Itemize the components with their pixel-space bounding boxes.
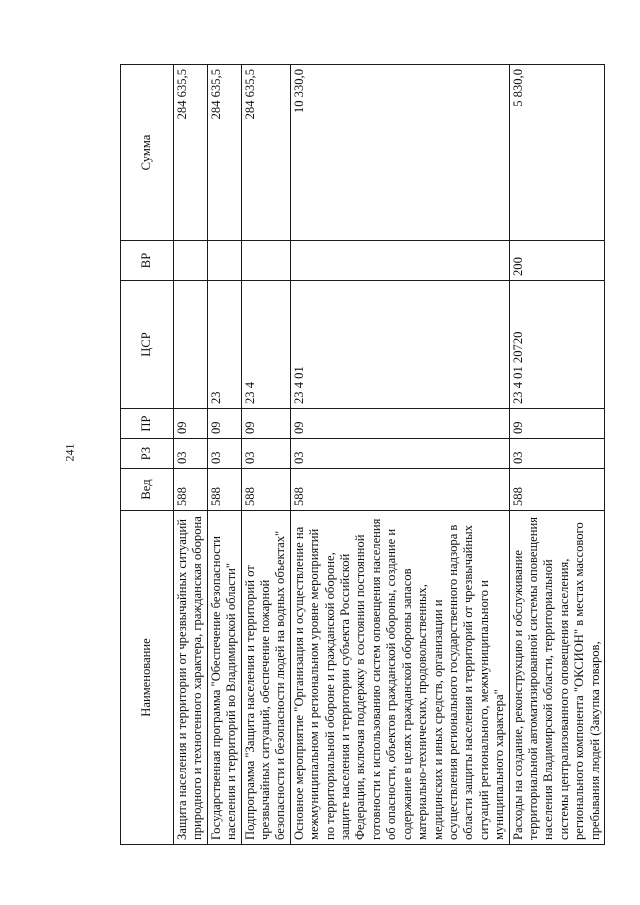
table-row: [207, 65, 241, 845]
cell-rz: 03: [207, 439, 241, 469]
header-name: Наименование: [121, 511, 174, 845]
table-row: [174, 65, 208, 845]
cell-vr: 200: [509, 241, 604, 281]
page-number: 241: [62, 443, 77, 462]
table-row: [509, 65, 604, 845]
cell-csr: [174, 281, 208, 409]
header-sum: Сумма: [121, 65, 174, 241]
cell-rz: 03: [509, 439, 604, 469]
cell-vr: [174, 241, 208, 281]
cell-vr: [290, 241, 509, 281]
cell-name: Расходы на создание, реконструкцию и обслуживание территориальной автоматизированной системы оповещения населения Владимирской области, территориальной системы централизованного оповещения населения, регионального компонента "ОКСИОН" в местах массового пребывания людей (Закупка товаров,: [509, 511, 604, 845]
cell-pr: 09: [509, 409, 604, 439]
cell-ved: 588: [207, 469, 241, 511]
cell-ved: 588: [241, 469, 290, 511]
header-row: [121, 65, 174, 845]
cell-vr: [241, 241, 290, 281]
cell-csr: 23 4: [241, 281, 290, 409]
cell-sum: 284 635,5: [241, 65, 290, 241]
cell-sum: 10 330,0: [290, 65, 509, 241]
cell-sum: 284 635,5: [207, 65, 241, 241]
cell-name: Основное мероприятие "Организация и осуществление на межмуниципальном и региональном уровне мероприятий по территориальной обороне и гражданской обороне, защите населения и территории субъекта Российской Федерации, включая поддержку в состоянии постоянной готовности к использованию систем оповещения населения об опасности, объектов гражданской обороны, создание и содержание в целях гражданской обороны запасов материально-технических, продовольственных, медицинских и иных средств, организации и осуществления регионального государственного надзора в области защиты населения и территорий от чрезвычайных ситуаций регионального, межмуниципального и муниципального характера": [290, 511, 509, 845]
cell-name: Защита населения и территории от чрезвычайных ситуаций природного и техногенного характера, гражданская оборона: [174, 511, 208, 845]
table-row: [241, 65, 290, 845]
cell-pr: 09: [174, 409, 208, 439]
cell-vr: [207, 241, 241, 281]
cell-name: Подпрограмма "Защита населения и территорий от чрезвычайных ситуаций, обеспечение пожарной безопасности и безопасности людей на водных объектах": [241, 511, 290, 845]
cell-ved: 588: [174, 469, 208, 511]
header-csr: ЦСР: [121, 281, 174, 409]
cell-pr: 09: [241, 409, 290, 439]
header-ved: Вед: [121, 469, 174, 511]
cell-rz: 03: [241, 439, 290, 469]
cell-ved: 588: [509, 469, 604, 511]
header-pr: ПР: [121, 409, 174, 439]
cell-csr: 23 4 01: [290, 281, 509, 409]
header-rz: РЗ: [121, 439, 174, 469]
budget-table: [120, 64, 605, 845]
cell-rz: 03: [290, 439, 509, 469]
cell-name: Государственная программа "Обеспечение безопасности населения и территорий во Владимирской области": [207, 511, 241, 845]
cell-csr: 23: [207, 281, 241, 409]
cell-sum: 5 830,0: [509, 65, 604, 241]
cell-sum: 284 635,5: [174, 65, 208, 241]
header-vr: ВР: [121, 241, 174, 281]
cell-csr: 23 4 01 20720: [509, 281, 604, 409]
cell-rz: 03: [174, 439, 208, 469]
cell-pr: 09: [290, 409, 509, 439]
cell-pr: 09: [207, 409, 241, 439]
table-row: [290, 65, 509, 845]
cell-ved: 588: [290, 469, 509, 511]
rotated-table-container: [120, 65, 640, 845]
